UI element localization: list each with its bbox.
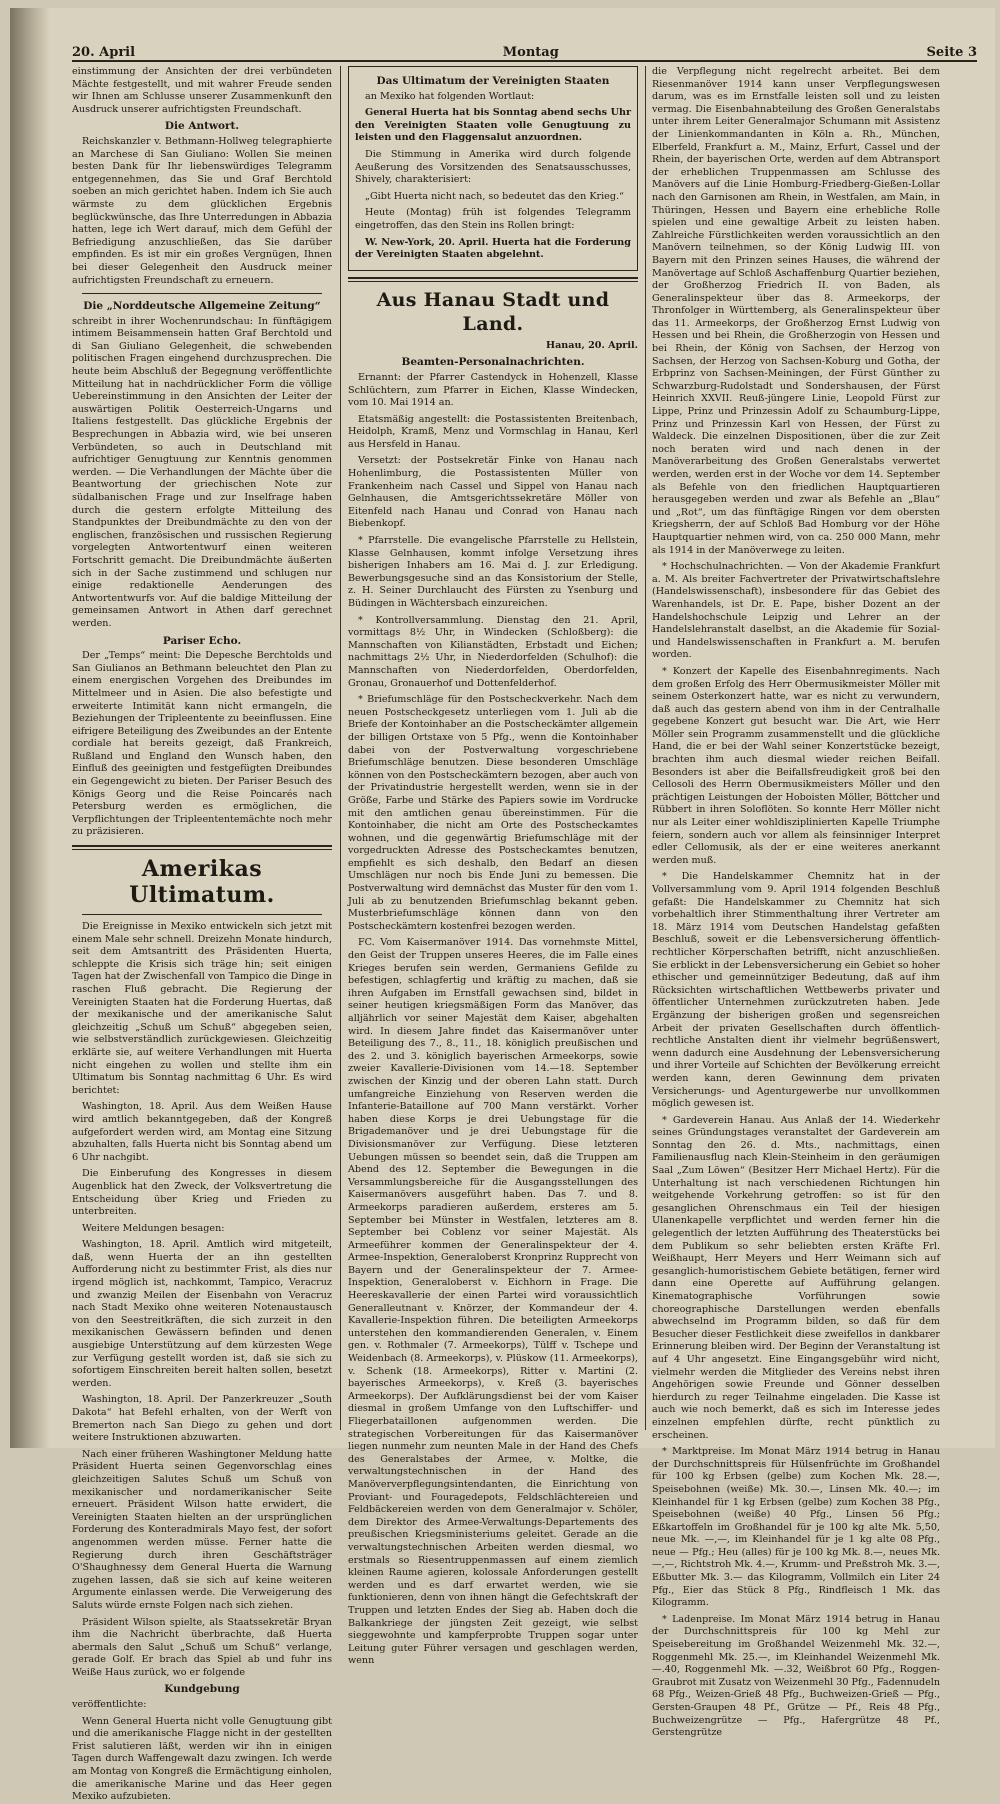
header-date: 20. April: [72, 45, 136, 60]
article-paragraph: einstimmung der Ansichten der drei verbündeten Mächte festgestellt, und mit wahrer Freude senden wir Ihnen am Schlusse unserer Zusammenkunft den Ausdruck unserer aufrichtigsten Freundschaft.: [72, 66, 332, 115]
article-paragraph: FC. Vom Kaisermanöver 1914. Das vornehmste Mittel, den Geist der Truppen unseres Heeres, die im Falle eines Krieges berufen sein werden, Germaniens Gefilde zu befestigen, schlagfertig und kräftig zu machen, daß sie ihren Aufgaben im Ernstfall gewachsen sind, bildet in seiner heutigen kriegsmäßigen Form das Manöver, das alljährlich vor seiner Majestät dem Kaiser, abgehalten wird. In diesem Jahre findet das Kaisermanöver unter Beteiligung des 7., 8., 11., 18. königlich preußischen und des 2. und 3. königlich bayerischen Armeekorps, sowie zweier Kavallerie-Divisionen vom 14.—18. September zwischen der Kinzig und der oberen Lahn statt. Durch umfangreiche Einziehung von Reserven werden die Infanterie-Bataillone auf 700 Mann verstärkt. Vorher haben diese Korps je drei Uebungstage für die Brigademanöver und je drei Uebungstage für die Divisionsmanöver zur Verfügung. Diese letzteren Uebungen müssen so beendet sein, daß die Truppen am Abend des 12. September die Bewegungen in die Versammlungsbereiche für die Ausgangsstellungen des Kaisermanövers ausgeführt haben. Das 7. und 8. Armeekorps paradieren außerdem, ersteres am 5. September bei Münster in Westfalen, letzteres am 8. September bei Coblenz vor seiner Majestät. Als Armeeführer kommen der Generalinspekteur der 4. Armee-Inspektion, Generaloberst Kronprinz Rupprecht von Bayern und der Generalinspekteur der 7. Armee-Inspektion, Generaloberst v. Eichhorn in Frage. Die Heereskavallerie der einen Partei wird voraussichtlich Generalleutnant v. Knörzer, der Kommandeur der 4. Kavallerie-Inspektion führen. Die beteiligten Armeekorps unterstehen den kommandierenden Generalen, v. Einem gen. v. Rothmaler (7. Armeekorps), Tülff v. Tschepe und Weidenbach (8. Armeekorps), v. Plüskow (11. Armeekorps), v. Schenk (18. Armeekorps), Ritter v. Martini (2. bayerisches Armeekorps), v. Kreß (3. bayerisches Armeekorps). Der Aufklärungsdienst bei der vom Kaiser diesmal in großem Umfange von den Luftschiffer- und Fliegerbataillonen aufgenommen werden. Die strategischen Vorbereitungen für das Kaisermanöver liegen nunmehr zum neunten Male in der Hand des Chefs des Generalstabes der Armee, v. Moltke, die verwaltungstechnischen in der Hand des Manöververpflegungsintendanten, die Einrichtung von Proviant- und Fouragedepots, Feldschlächtereien und Feldbäckereien werden von dem Generalmajor v. Schöler, dem Direktor des Armee-Verwaltungs-Departements des preußischen Kriegsministeriums geleitet. Gerade an die verwaltungstechnischen Arbeiten werden diesmal, wo erstmals so Riesentruppenmassen auf einem ziemlich kleinen Raume agieren, kolossale Anforderungen gestellt werden und es darf erwartet werden, wie sie funktionieren, denn von ihnen hängt die Gefechtskraft der Truppen und letzten Endes der Sieg ab. Haben doch die Balkankriege der jüngsten Zeit gezeigt, wie selbst sieggewohnte und kampferprobte Truppen sogar unter Leitung guter Führer versagen und geschlagen werden, wenn: [348, 937, 638, 1667]
divider: [82, 914, 322, 915]
box-paragraph: „Gibt Huerta nicht nach, so bedeutet das den Krieg.“: [365, 190, 624, 202]
article-paragraph: Der „Temps“ meint: Die Depesche Berchtolds und San Giulianos an Bethmann beleuchtet den Plan zu einem energischen Vorgehen des Dreibundes im Mittelmeer und in Asien. Die also befestigte und erweiterte Intimität kann nicht ermangeln, die Beziehungen der Tripleentente zu beeinflussen. Eine eifrigere Beteiligung des Zweibundes an der Entente cordiale hat bereits gezeigt, daß Frankreich, Rußland und England den Wunsch haben, den Einfluß des geeinigten und festgefügten Dreibundes ein Gegengewicht zu bieten. Der Pariser Besuch des Königs Georg und die Reise Poincarés nach Petersburg werden es ermöglichen, die Verpflichtungen der Tripleententemächte noch mehr zu präzisieren.: [72, 650, 332, 838]
article-paragraph: Washington, 18. April. Amtlich wird mitgeteilt, daß, wenn Huerta der an ihn gestellten Aufforderung nicht zu bestimmter Frist, als dies nur irgend möglich ist, nachkommt, Tampico, Veracruz und zwanzig Meilen der Eisenbahn von Veracruz nach Stadt Mexiko ohne weiteren Notenaustausch von den Seestreitkräften, die sich zurzeit in den mexikanischen Gewässern befinden und denen ausgiebige Unterstützung auf dem kürzesten Wege zur Verfügung gestellt worden ist, daß sie sich zu sofortigem Einschreiten bereit halten sollen, besetzt werden.: [72, 1239, 332, 1389]
dateline: Hanau, 20. April.: [546, 339, 638, 351]
box-paragraph: Heute (Montag) früh ist folgendes Telegramm eingetroffen, das den Stein ins Rollen bringt:: [355, 207, 631, 231]
box-paragraph: Die Stimmung in Amerika wird durch folgende Aeußerung des Vorsitzenden des Senatsausschusses, Shively, charakterisiert:: [355, 148, 631, 186]
page-header: [72, 38, 977, 62]
divider: [72, 845, 332, 850]
article-paragraph: * Pfarrstelle. Die evangelische Pfarrstelle zu Hellstein, Klasse Gelnhausen, kommt infolge Versetzung ihres bisherigen Inhabers am 16. Mai d. J. zur Erledigung. Bewerbungsgesuche sind an das Konsistorium der Stelle, z. H. Seiner Durchlaucht des Fürsten zu Ysenburg und Büdingen in Wächtersbach einzureichen.: [348, 535, 638, 609]
article-paragraph: * Kontrollversammlung. Dienstag den 21. April, vormittags 8½ Uhr, in Windecken (Schloßberg): die Mannschaften von Kilianstädten, Erbstadt und Eichen; nachmittags 2½ Uhr, in Niederdorfelden (Schulhof): die Mannschaften von Niederdorfelden, Oberdorfelden, Gronau, Gronauerhof und Dottenfelderhof.: [348, 614, 638, 689]
column-3: [652, 66, 941, 1739]
section-heading: Die Antwort.: [164, 120, 240, 133]
article-paragraph: * Hochschulnachrichten. — Von der Akademie Frankfurt a. M. Als breiter Fachvertreter der Privatwirtschaftslehre (Handelswissenschaft), insbesondere für das Gebiet des Warenhandels, ist Dr. E. Pape, bisher Dozent an der Handelshochschule Leipzig und Lehrer an der Handelslehranstalt daselbst, an die Akademie für Sozial- und Handelswissenschaften in Frankfurt a. M. berufen worden.: [652, 561, 940, 661]
article-paragraph: schreibt in ihrer Wochenrundschau: In fünftägigem intimem Beisammensein hatten Graf Berchtold und di San Giuliano Gelegenheit, die schwebenden politischen Fragen eingehend durchzusprechen. Die heute beim Abschluß der Begegnung veröffentlichte Mitteilung hat in nachdrücklicher Form die völlige Uebereinstimmung in den Ansichten der Leiter der auswärtigen Politik Oesterreich-Ungarns und Italiens festgestellt. Das glückliche Ergebnis der Besprechungen in Abbazia wird, wie bei unseren Verbündeten, so auch in Deutschland mit aufrichtiger Genugtuung zur Kenntnis genommen werden. — Die Verhandlungen der Mächte über die Beantwortung der griechischen Note zur südalbanischen Frage und zur Inselfrage haben durch die gestern erfolgte Mitteilung des Standpunktes der Dreibundmächte zu den von der englischen, französischen und russischen Regierung vorgelegten Antwortentwurf einen weiteren Fortschritt gemacht. Die Dreibundmächte äußerten sich in der Sache zustimmend und schlugen nur einige redaktionelle Aenderungen des Antwortentwurfs vor. Auf die baldige Mitteilung der gemeinsamen Antwort in Athen darf gerechnet werden.: [72, 315, 332, 629]
divider: [348, 277, 638, 282]
section-heading: Kundgebung: [164, 1683, 240, 1696]
newspaper-page: [10, 8, 995, 1803]
box-paragraph: General Huerta hat bis Sonntag abend sechs Uhr den Vereinigten Staaten volle Genugtuung zu leisten und den Flaggensalut anzuordnen.: [355, 107, 631, 144]
article-headline: Amerikas Ultimatum.: [129, 856, 275, 909]
article-paragraph: Die Einberufung des Kongresses in diesem Augenblick hat den Zweck, der Volksvertretung die Entscheidung über Krieg und Frieden zu unterbreiten.: [72, 1168, 332, 1218]
article-paragraph: Die Ereignisse in Mexiko entwickeln sich jetzt mit einem Male sehr schnell. Dreizehn Monate hindurch, seit dem Amtsantritt des Präsidenten Huerta, schleppte die Krisis sich träge hin; seit einigen Tagen hat der Zwischenfall von Tampico die Dinge in raschen Fluß gebracht. Die Regierung der Vereinigten Staaten hat die Forderung Huertas, daß der mexikanische und der amerikanische Salut gleichzeitig „Schuß um Schuß“ abgegeben seien, wie selbstverständlich zurückgewiesen. Gleichzeitig erklärte sie, auf weitere Verhandlungen mit Huerta nicht eingehen zu wollen und stellte ihm ein Ultimatum bis Sonntag nachmittag 6 Uhr. Es wird berichtet:: [72, 921, 332, 1096]
article-paragraph: Ernannt: der Pfarrer Castendyck in Hohenzell, Klasse Schlüchtern, zum Pfarrer in Eichen, Klasse Windecken, vom 10. Mai 1914 an.: [348, 371, 638, 409]
section-heading: Pariser Echo.: [162, 634, 242, 647]
article-paragraph: Washington, 18. April. Der Panzerkreuzer „South Dakota“ hat Befehl erhalten, von der Werft von Bremerton nach San Diego zu gehen und dort weitere Instruktionen abzuwarten.: [72, 1394, 332, 1444]
box-paragraph: an Mexiko hat folgenden Wortlaut:: [365, 90, 535, 102]
article-paragraph: * Gardeverein Hanau. Aus Anlaß der 14. Wiederkehr seines Gründungstages veranstaltet der Gardeverein am Sonntag den 26. d. Mts., nachmittags, einen Familienausflug nach Klein-Steinheim in den geräumigen Saal „Zum Löwen“ (Besitzer Herr Michael Hertz). Für die Unterhaltung ist nach verschiedenen Richtungen hin weitgehende Vorkehrung getroffen: so ist für den gesanglichen Ohrenschmaus ein Teil der hiesigen Ulanenkapelle verpflichtet und werden ferner hin die gelegentlich der letzten Aufführung des Theaterstücks bei dem Publikum so sehr beliebten ersten Kräfte Frl. Weißhaupt, Herr Meyers und Herr Weimann sich auf gesanglich-humoristischem Gebiete betätigen, ferner wird dann eine Operette auf Aufführung gelangen. Kinematographische Vorführungen sowie choreographische Darstellungen werden ebenfalls abwechselnd im Programm bilden, so daß für dem Besucher dieser Festlichkeit diese zweifellos in dankbarer Erinnerung bleiben wird. Der Beginn der Veranstaltung ist auf 4 Uhr angesetzt. Eine Eingangsgebühr wird nicht, vielmehr werden die Mitglieder des Vereins nebst ihren Angehörigen sowie Freunde und Gönner desselben hierdurch zu reger Teilnahme eingeladen. Die Kasse ist auch wie noch bemerkt, daß es sich im Interesse jedes einzelnen empfehlen dürfte, recht pünktlich zu erscheinen.: [652, 1114, 940, 1441]
article-paragraph: * Marktpreise. Im Monat März 1914 betrug in Hanau der Durchschnittspreis für Hülsenfrüchte im Großhandel für 100 kg Erbsen (gelbe) zum Kochen Mk. 28.—, Speisebohnen (weiße) Mk. 30.—, Linsen Mk. 40.—; im Kleinhandel für 1 kg Erbsen (gelbe) zum Kochen 38 Pfg., Speisebohnen (weiße) 40 Pfg., Linsen 56 Pfg.; Eßkartoffeln im Großhandel für je 100 kg alte Mk. 5,50, neue Mk. —,—, im Kleinhandel für je 1 kg alte 08 Pfg., neue — Pfg.; Heu (alles) für je 100 kg Mk. 8.—, neues Mk. —,—, Richtstroh Mk. 4.—, Krumm- und Preßstroh Mk. 3.—, Eßbutter Mk. 3.— das Kilogramm, Vollmilch ein Liter 24 Pfg., Eier das Stück 8 Pfg., Rindfleisch 1 Mk. das Kilogramm.: [652, 1446, 940, 1609]
article-paragraph: die Verpflegung nicht regelrecht arbeitet. Bei dem Riesenmanöver 1914 kann unser Verpflegungswesen darum, was es im Ernstfalle leisten soll und zu leisten vermag. Die Eisenbahnabteilung des Großen Generalstabs unter ihrem Leiter Generalmajor Schumann mit Assistenz der Linienkommandanten in Köln a. Rh., München, Elberfeld, Frankfurt a. M., Mainz, Erfurt, Cassel und der Rhein, der bayerischen Orte, werden auf dem Abtransport der erheblichen Truppenmassen am Schlusse des Manövers auf die Linie Homburg-Friedberg-Gießen-Lollar nach den Garnisonen am Rhein, in Westfalen, am Main, in Thüringen, Hessen und Bayern eine erhebliche Rolle spielen und eine gewaltige Arbeit zu leisten haben. Zahlreiche Fürstlichkeiten werden voraussichtlich an den Manövern teilnehmen, so der König Ludwig III. von Bayern mit den Prinzen seines Hauses, die während der Manövertage auf Schloß Aschaffenburg Quartier beziehen, der Großherzog Friedrich II. von Baden, als Generalinspekteur über das 8. Armeekorps, der Thronfolger in Württemberg, als Generalinspekteur über das 11. Armeekorps, der Großherzog Ernst Ludwig von Hessen und bei Rhein, die Großherzogin von Hessen und bei Rhein, der König von Sachsen, der Herzog von Sachsen, der Herzog von Sachsen-Koburg und Gotha, der Erbprinz von Sachsen-Meiningen, der Fürst Günther zu Schwarzburg-Rudolstadt und Sondershausen, der Fürst Heinrich XXVII. Reuß-jüngere Linie, Leopold Fürst zur Lippe, Prinz und Prinzessin Adolf zu Schaumburg-Lippe, Prinz und Prinzessin Karl von Hessen, der Fürst zu Waldeck. Die einzelnen Dispositionen, über die zur Zeit noch beraten wird und nach denen in der Manöverarbeitung des Großen Generalstabs verwertet werden, werden erst in der Woche vor dem 14. September als Befehle von den friedlichen Hauptquartieren herausgegeben werden und zwar als Befehle an „Blau“ und „Rot“, um das fünftägige Ringen vor dem obersten Kriegsherrn, der auf Schloß Bad Homburg vor der Höhe Hauptquartier nehmen wird, von ca. 250 000 Mann, mehr als 1914 in der Manöverwege zu leiten.: [652, 66, 940, 556]
article-paragraph: * Die Handelskammer Chemnitz hat in der Vollversammlung vom 9. April 1914 folgenden Beschluß gefaßt: Die Handelskammer zu Chemnitz hat sich vorbehaltlich ihrer Stimmenthaltung ihrer Vertreter am 18. März 1914 vom Deutschen Handelstag gefaßten Beschluß, soweit er die Lebensversicherung öffentlich-rechtlicher Körperschaften betrifft, nicht anzuschließen. Sie erblickt in der Lebensversicherung ein Gebiet so hoher ethischer und gemeinnütziger Bedeutung, daß auf ihm Rücksichten wirtschaftlichen Wettbewerbs privater und öffentlicher Unternehmen zurückzutreten haben. Jede Ergänzung der bisherigen großen und segensreichen Arbeit der privaten Gesellschaften durch öffentlich-rechtliche Anstalten dient ihr vielmehr begrüßenswert, wenn dadurch eine Ausdehnung der Lebensversicherung und ihrer Vorteile auf Schichten der Bevölkerung erreicht werden kann, deren Gewinnung dem privaten Versicherungs- und Agenturgewerbe nur unvollkommen möglich gewesen ist.: [652, 871, 941, 1110]
article-paragraph: * Konzert der Kapelle des Eisenbahnregiments. Nach dem großen Erfolg des Herr Obermusikmeister Möller mit seinem Osterkonzert hatte, war es nicht zu verwundern, daß auch das gestern abend von ihm in der Centralhalle gegebene Konzert gut besucht war. Die Art, wie Herr Möller sein Programm zusammenstellt und die glückliche Hand, die er bei der Wahl seiner Konzertstücke bezeigt, brachten ihm auch diesmal wieder reichen Beifall. Besonders ist aber die Beifallsfreudigkeit groß bei den Cellosoli des Herrn Obermusikmeisters Möller und den prächtigen Leistungen der Hoboisten Möller, Böttcher und Rübbert in ihren Soloflöten. So konnte Herr Möller nicht nur als Leiter einer wohldisziplinierten Kapelle Triumphe feiern, sondern auch vor allem als feinsinniger Interpret edler Cellomusik, als der er eine weiteres anerkannt werden muß.: [652, 665, 940, 866]
article-paragraph: Weitere Meldungen besagen:: [82, 1222, 225, 1234]
article-paragraph: Washington, 18. April. Aus dem Weißen Hause wird amtlich bekanntgegeben, daß der Kongreß aufgefordert werden wird, am Montag eine Sitzung abzuhalten, falls Huerta nicht bis Sonntag abend um 6 Uhr nachgibt.: [72, 1101, 332, 1163]
section-headline: Aus Hanau Stadt und Land.: [376, 288, 610, 335]
article-paragraph: Wenn General Huerta nicht volle Genugtuung gibt und die amerikanische Flagge nicht in der gestellten Frist salutieren läßt, werden wir ihn in einigen Tagen durch Waffengewalt dazu zwingen. Ich werde am Montag von Kongreß die Ermächtigung einholen, die amerikanische Marine und das Heer gegen Mexiko aufzubieten.: [72, 1715, 332, 1803]
box-heading: Das Ultimatum der Vereinigten Staaten: [376, 75, 610, 87]
column-rule-2: [645, 66, 646, 1430]
article-paragraph: Reichskanzler v. Bethmann-Hollweg telegraphierte an Marchese di San Giuliano: Wollen Sie meinen besten Dank für Ihr liebenswürdiges Telegramm entgegennehmen, das Sie und Graf Berchtold soeben an mich gerichtet haben. Indem ich Sie auch wärmste zu dem glücklichen Ergebnis beglückwünsche, das Ihre Unterredungen in Abbazia hatten, lege ich Wert darauf, mich dem Gefühl der Befriedigung anzuschließen, das Sie darüber empfinden. Es ist mir ein großes Vergnügen, Ihnen bei dieser Gelegenheit den Ausdruck meiner aufrichtigsten Freundschaft zu erneuern.: [72, 135, 332, 286]
section-heading: Die „Norddeutsche Allgemeine Zeitung“: [83, 300, 321, 313]
binding-shadow: [10, 8, 50, 1448]
article-paragraph: Nach einer früheren Washingtoner Meldung hatte Präsident Huerta seinen Gegenvorschlag eines gleichzeitigen Salutes Schuß um Schuß von mexikanischer und nordamerikanischer Seite erneuert. Präsident Wilson hatte erwidert, die Vereinigten Staaten hielten an der ursprünglichen Forderung des Konteradmirals Mayo fest, der sofort angenommen werden müsse. Ferner hatte die Regierung durch ihren Geschäftsträger O'Shaughnessy dem General Huerta die Warnung zugehen lassen, daß sie sich auf keine weiteren Argumente einlassen werde. Die Verweigerung des Saluts würde ernste Folgen nach sich ziehen.: [72, 1448, 332, 1611]
column-2: [348, 66, 638, 1667]
column-rule-1: [340, 66, 341, 1430]
article-paragraph: Präsident Wilson spielte, als Staatssekretär Bryan ihm die Nachricht überbrachte, daß Huerta abermals den Salut „Schuß um Schuß“ verlange, gerade Golf. Er brach das Spiel ab und fuhr ins Weiße Haus zurück, wo er folgende: [72, 1616, 332, 1678]
article-paragraph: Etatsmäßig angestellt: die Postassistenten Breitenbach, Heidolph, Kramß, Menz und Vormschlag in Hanau, Kerl aus Hersfeld in Hanau.: [348, 413, 638, 450]
header-day: Montag: [502, 45, 559, 60]
box-paragraph: W. New-York, 20. April. Huerta hat die Forderung der Vereinigten Staaten abgelehnt.: [355, 236, 631, 261]
section-heading: Beamten-Personalnachrichten.: [401, 356, 585, 369]
column-1: [72, 66, 332, 1803]
article-paragraph: * Briefumschläge für den Postscheckverkehr. Nach dem neuen Postscheckgesetz unterliegen vom 1. Juli ab die Briefe der Kontoinhaber an die Postscheckämter allgemein der billigen Ortstaxe von 5 Pfg., wenn die Kontoinhaber dabei von der Postverwaltung vorgeschriebene Briefumschläge benutzen. Diese besonderen Umschläge können von den Postscheckämtern bezogen, aber auch von der Privatindustrie hergestellt werden, wenn sie in der Größe, Farbe und Stärke des Papiers sowie im Vordrucke mit den amtlichen genau übereinstimmen. Für die Kontoinhaber, die nicht am Orte des Postscheckamtes wohnen, und die gegenwärtig Briefumschläge mit der vorgedruckten Adresse des Postscheckamtes benutzen, empfiehlt es sich deshalb, den Bedarf an diesen Umschlägen nur noch bis Ende Juni zu bemessen. Die Postverwaltung wird demnächst das Muster für den vom 1. Juli ab zu benutzenden Briefumschlag bekannt geben. Musterbriefumschläge können dann von den Postscheckämtern kostenfrei bezogen werden.: [348, 694, 638, 932]
divider: [82, 293, 322, 294]
article-paragraph: Versetzt: der Postsekretär Finke von Hanau nach Hohenlimburg, die Postassistenten Müller von Frankenheim nach Cassel und Sippel von Hanau nach Gelnhausen, die Amtsgerichtssekretäre Möller von Eitenfeld nach Hanau und Conrad von Hanau nach Biebenkopf.: [348, 455, 638, 530]
article-paragraph: veröffentlichte:: [72, 1699, 147, 1711]
header-page-number: Seite 3: [926, 45, 977, 60]
ultimatum-box: [348, 66, 638, 271]
article-paragraph: * Ladenpreise. Im Monat März 1914 betrug in Hanau der Durchschnittspreis für 100 kg Mehl zur Speisebereitung im Großhandel Weizenmehl Mk. 32.—, Roggenmehl Mk. 25.—, im Kleinhandel Weizenmehl Mk. —.40, Roggenmehl Mk. —.32, Weißbrot 60 Pfg., Roggen-Graubrot mit Zusatz von Weizenmehl 30 Pfg., Fadennudeln 68 Pfg., Weizen-Grieß 48 Pfg., Buchweizen-Grieß — Pfg., Gersten-Graupen 48 Pf., Grütze — Pf., Reis 48 Pfg., Buchweizengrütze — Pfg., Hafergrütze 48 Pf., Gerstengrütze: [652, 1613, 941, 1739]
